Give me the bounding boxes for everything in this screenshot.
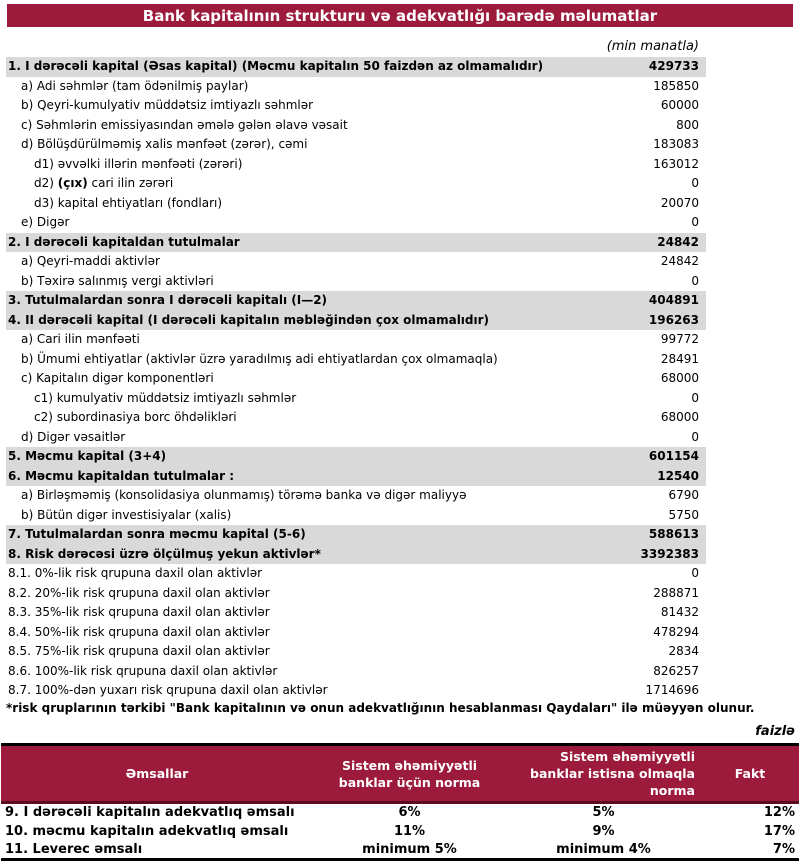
ratio-row: [1, 822, 799, 841]
capital-row-value: 2834: [668, 644, 699, 658]
capital-table-row: [6, 213, 706, 233]
capital-table-row: [6, 525, 706, 545]
capital-row-value: 5750: [668, 507, 699, 522]
capital-table-row: [6, 291, 706, 311]
capital-row-value: 28491: [660, 351, 699, 366]
capital-table-row: [6, 545, 706, 565]
capital-row-label: b) Təxirə salınmış vergi aktivləri: [21, 273, 214, 288]
ratio-label: 10. məcmu kapitalın adekvatlıq əmsalı: [5, 823, 289, 839]
report-title: Bank kapitalının strukturu və adekvatlığı barədə məlumatlar: [142, 6, 658, 25]
capital-row-label: 4. II dərəcəli kapital (I dərəcəli kapitalın məbləğindən çox olmamalıdır): [8, 312, 490, 327]
capital-table-row: [6, 681, 706, 701]
ratio-row: [1, 803, 799, 822]
ratio-fact: 7%: [701, 841, 799, 860]
ratios-header-row: [1, 745, 799, 803]
capital-table-row: [6, 57, 706, 77]
capital-row-value: 24842: [657, 234, 699, 249]
capital-table-row: [6, 369, 706, 389]
capital-row-label: d2) (çıx) cari ilin zərəri: [34, 176, 174, 190]
capital-row-label: 8.4. 50%-lik risk qrupuna daxil olan aktivlər: [8, 624, 270, 639]
capital-row-label: d) Bölüşdürülməmiş xalis mənfəət (zərər), cəmi: [21, 137, 308, 151]
capital-row-label: e) Digər: [21, 215, 70, 229]
percent-unit-note: faizlə: [755, 724, 795, 739]
capital-table-row: [6, 642, 706, 662]
ratio-norm-systemic: minimum 5%: [313, 841, 506, 860]
capital-row-value: 0: [691, 273, 699, 288]
capital-row-label: 3. Tutulmalardan sonra I dərəcəli kapitalı (I—2): [8, 293, 328, 307]
capital-row-value: 81432: [660, 605, 699, 619]
capital-row-label: 2. I dərəcəli kapitaldan tutulmalar: [8, 234, 240, 249]
capital-row-label: 8.2. 20%-lik risk qrupuna daxil olan aktivlər: [8, 585, 270, 600]
capital-row-label: 6. Məcmu kapitaldan tutulmalar :: [8, 468, 235, 483]
capital-table-row: [6, 311, 706, 331]
risk-groups-footnote: *risk qruplarının tərkibi "Bank kapitalının və onun adekvatlığının hesablanması Qaydaları" ilə müəyyən olunur.: [6, 701, 755, 715]
capital-row-label: c) Kapitalın digər komponentləri: [21, 371, 214, 385]
capital-row-value: 478294: [653, 624, 699, 639]
capital-row-value: 826257: [653, 663, 699, 678]
capital-row-value: 0: [691, 566, 699, 580]
capital-row-label: 8.6. 100%-lik risk qrupuna daxil olan aktivlər: [8, 663, 278, 678]
capital-table-row: [6, 506, 706, 526]
ratio-label: 11. Leverec əmsalı: [1, 841, 313, 860]
capital-row-value: 0: [691, 176, 699, 190]
capital-table-row: [6, 428, 706, 448]
capital-table-row: [6, 603, 706, 623]
adequacy-ratios-table: [1, 743, 799, 861]
capital-row-value: 6790: [668, 488, 699, 502]
capital-row-value: 429733: [648, 59, 699, 73]
ratio-norm-systemic: 6%: [398, 805, 421, 821]
capital-row-label: 8.5. 75%-lik risk qrupuna daxil olan aktivlər: [8, 644, 270, 658]
capital-table-row: [6, 233, 706, 253]
capital-row-value: 800: [676, 117, 699, 132]
capital-row-value: 185850: [653, 78, 699, 93]
capital-table-row: [6, 174, 706, 194]
capital-row-label: d1) əvvəlki illərin mənfəəti (zərəri): [34, 156, 243, 171]
capital-row-value: 183083: [653, 137, 699, 151]
capital-table-row: [6, 330, 706, 350]
capital-table-row: [6, 350, 706, 370]
capital-row-value: 0: [691, 429, 699, 444]
ratio-norm-non-systemic: minimum 4%: [506, 841, 701, 860]
ratios-header-coefficients: Əmsallar: [1, 745, 313, 803]
capital-row-value: 196263: [648, 312, 699, 327]
report-title-banner: [7, 4, 793, 27]
capital-table-row: [6, 96, 706, 116]
capital-row-label: d3) kapital ehtiyatları (fondları): [34, 195, 223, 210]
capital-row-value: 20070: [660, 195, 699, 210]
capital-table-row: [6, 155, 706, 175]
capital-row-label: 8. Risk dərəcəsi üzrə ölçülmuş yekun aktivlər*: [8, 546, 321, 561]
capital-row-value: 0: [691, 390, 699, 405]
capital-row-value: 68000: [660, 371, 699, 385]
capital-row-value: 68000: [660, 410, 699, 424]
capital-row-label: d) Digər vəsaitlər: [21, 429, 126, 444]
ratio-norm-non-systemic: 9%: [592, 823, 615, 839]
capital-row-value: 12540: [657, 468, 699, 483]
ratio-row: [1, 841, 799, 860]
unit-note: (min manatla): [606, 39, 699, 54]
capital-table-row: [6, 623, 706, 643]
capital-row-label: b) Ümumi ehtiyatlar (aktivlər üzrə yaradılmış adi ehtiyatlardan çox olmamaqla): [21, 351, 498, 366]
capital-row-label: a) Birləşməmiş (konsolidasiya olunmamış) törəmə banka və digər maliyyə: [21, 488, 467, 502]
capital-table-row: [6, 135, 706, 155]
capital-table-row: [6, 116, 706, 136]
capital-row-value: 0: [691, 215, 699, 229]
capital-row-label: c) Səhmlərin emissiyasından əmələ gələn əlavə vəsait: [21, 117, 348, 132]
capital-row-label: c1) kumulyativ müddətsiz imtiyazlı səhmlər: [34, 390, 297, 405]
capital-table-row: [6, 408, 706, 428]
capital-table-row: [6, 272, 706, 292]
capital-table-row: [6, 389, 706, 409]
capital-row-value: 601154: [648, 449, 699, 463]
capital-row-value: 1714696: [645, 683, 699, 697]
capital-row-label: a) Qeyri-maddi aktivlər: [21, 254, 160, 268]
capital-table-row: [6, 467, 706, 487]
capital-row-value: 99772: [660, 332, 699, 346]
capital-row-label: 1. I dərəcəli kapital (Əsas kapital) (Məcmu kapitalın 50 faizdən az olmamalıdır): [8, 59, 544, 73]
capital-row-label: c2) subordinasiya borc öhdəlikləri: [34, 410, 237, 424]
capital-row-value: 404891: [648, 293, 699, 307]
capital-table-row: [6, 564, 706, 584]
ratios-header-systemic-norm: Sistem əhəmiyyətli banklar üçün norma: [313, 745, 506, 803]
ratios-header-fact: Fakt: [701, 745, 799, 803]
capital-row-value: 163012: [653, 156, 699, 171]
ratio-fact: 12%: [763, 805, 795, 821]
capital-row-label: b) Bütün digər investisiyalar (xalis): [21, 507, 232, 522]
capital-row-label: 8.1. 0%-lik risk qrupuna daxil olan aktivlər: [8, 566, 263, 580]
capital-row-value: 60000: [660, 98, 699, 112]
capital-row-label: a) Cari ilin mənfəəti: [21, 332, 140, 346]
ratio-norm-systemic: 11%: [393, 823, 426, 839]
capital-row-value: 24842: [660, 254, 699, 268]
capital-row-label: a) Adi səhmlər (tam ödənilmiş paylar): [21, 78, 249, 93]
capital-row-label: 8.7. 100%-dən yuxarı risk qrupuna daxil olan aktivlər: [8, 683, 328, 697]
capital-row-value: 288871: [653, 585, 699, 600]
capital-table-row: [6, 77, 706, 97]
capital-table-row: [6, 486, 706, 506]
capital-table-row: [6, 584, 706, 604]
ratio-fact: 17%: [763, 823, 795, 839]
capital-row-value: 3392383: [640, 546, 699, 561]
capital-row-label: b) Qeyri-kumulyativ müddətsiz imtiyazlı səhmlər: [21, 98, 314, 112]
capital-table-row: [6, 662, 706, 682]
capital-table-row: [6, 194, 706, 214]
capital-row-label: 7. Tutulmalardan sonra məcmu kapital (5-6): [8, 527, 306, 541]
ratios-header-non-systemic-norm: Sistem əhəmiyyətli banklar istisna olmaqla norma: [506, 745, 701, 803]
capital-row-label: 8.3. 35%-lik risk qrupuna daxil olan aktivlər: [8, 605, 270, 619]
ratio-norm-non-systemic: 5%: [592, 805, 615, 821]
capital-row-value: 588613: [648, 527, 699, 541]
capital-structure-table: [6, 57, 706, 701]
capital-row-label: 5. Məcmu kapital (3+4): [8, 449, 167, 463]
capital-table-row: [6, 252, 706, 272]
capital-table-row: [6, 447, 706, 467]
ratio-label: 9. I dərəcəli kapitalın adekvatlıq əmsalı: [5, 805, 295, 821]
